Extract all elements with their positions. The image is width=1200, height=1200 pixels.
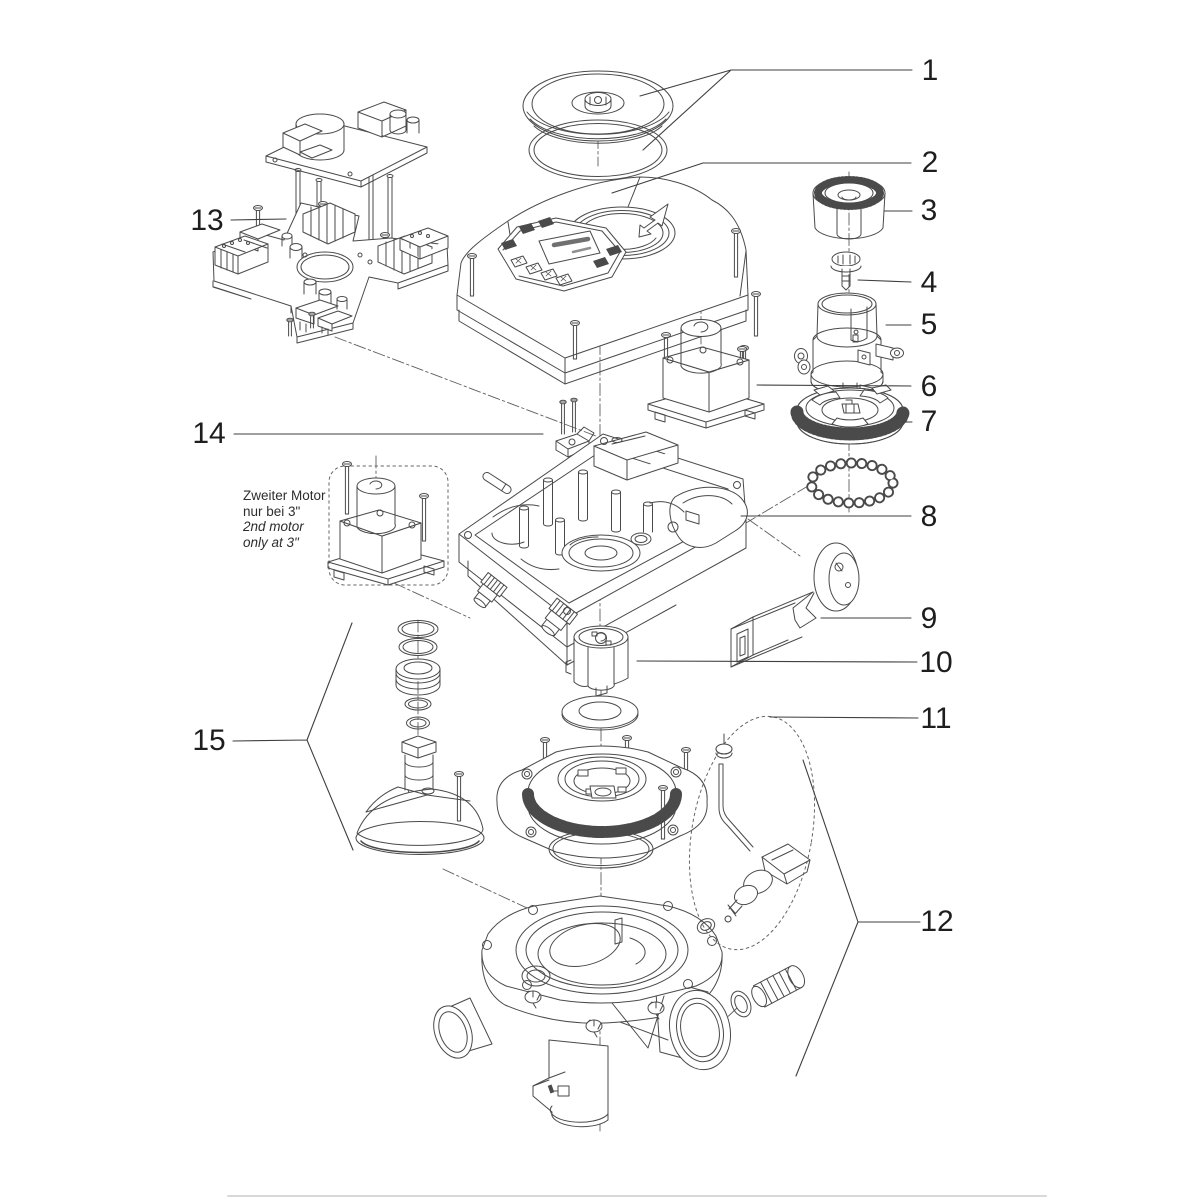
callout-4: 4	[920, 266, 938, 299]
note-line-de-2: nur bei 3"	[243, 503, 301, 519]
rotor-housing-flange	[455, 736, 708, 869]
callout-3: 3	[920, 194, 938, 227]
second-motor-option	[328, 462, 448, 586]
callout-1: 1	[921, 54, 939, 87]
callout-10: 10	[919, 646, 953, 679]
callout-14: 14	[192, 417, 226, 450]
callout-6: 6	[920, 370, 938, 403]
leader-4	[858, 280, 911, 282]
part-seal-set	[356, 621, 484, 855]
callout-5: 5	[920, 308, 938, 341]
note-line-en-1: 2nd motor	[243, 519, 304, 534]
part-gear-wheel	[797, 385, 903, 444]
callout-2: 2	[921, 146, 939, 179]
leader-15	[233, 623, 353, 850]
callout-11: 11	[920, 702, 952, 735]
part-drain-plug	[748, 963, 808, 1010]
part-handle	[731, 543, 859, 667]
part-coupling	[566, 626, 628, 696]
callout-13: 13	[190, 204, 224, 237]
leader-6	[757, 385, 911, 386]
note-line-en-2: only at 3"	[243, 534, 299, 550]
part-washer	[562, 696, 638, 730]
callout-15: 15	[192, 724, 226, 757]
callout-8: 8	[920, 500, 938, 533]
part-ball-ring	[811, 463, 893, 503]
mold-mark: M	[544, 1111, 552, 1119]
part-hex-screw	[831, 252, 861, 290]
note-line-de-1: Zweiter Motor	[243, 488, 326, 503]
leader-12	[796, 760, 920, 1076]
part-valve-body	[427, 896, 738, 1127]
callout-9: 9	[920, 602, 938, 635]
callout-12: 12	[920, 905, 954, 938]
leader-11	[770, 717, 918, 718]
leader-13	[231, 219, 286, 220]
bottom-outlet	[533, 1040, 608, 1127]
left-port	[427, 998, 492, 1064]
part-circuit-board-set	[213, 102, 448, 343]
hex-bolt	[586, 1020, 602, 1037]
part-plug-washer	[727, 988, 755, 1020]
leader-1	[640, 70, 912, 150]
leader-10	[637, 661, 917, 662]
second-motor-note	[243, 488, 326, 550]
callout-7: 7	[920, 405, 938, 438]
